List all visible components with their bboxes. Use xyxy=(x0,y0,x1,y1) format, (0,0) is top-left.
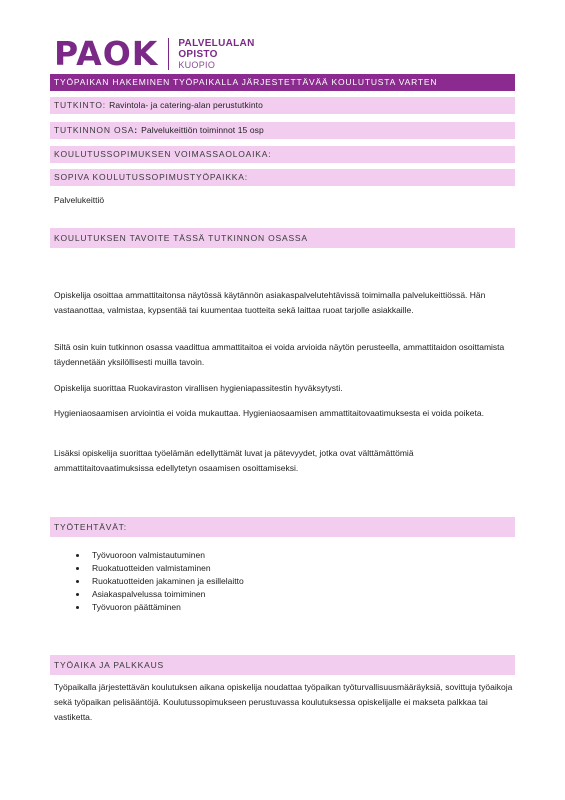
tutkinto-label: TUTKINTO: xyxy=(54,100,106,110)
logo-text xyxy=(178,38,254,71)
tavoite-paragraph-1: Opiskelija osoittaa ammattitaitonsa näytössä käytännön asiakaspalvelutehtävissä toimimalla palvelukeittiössä. Hän vastaanottaa, valmistaa, kypsentää tai kuumentaa tuotteita sekä laittaa ruoat tarjolle asiakkaille. xyxy=(54,290,486,315)
logo-mark: PAOK xyxy=(54,34,159,73)
osa-colon: : xyxy=(134,125,138,135)
tavoite-paragraph-4: Hygieniaosaamisen arviointia ei voida mukauttaa. Hygieniaosaamisen ammattitaitovaatimuksesta ei voida poiketa. xyxy=(54,408,484,418)
logo-line-3: KUOPIO xyxy=(178,59,216,70)
field-tyopaikka: SOPIVA KOULUTUSSOPIMUSTYÖPAIKKA: xyxy=(50,169,515,186)
section-heading-tavoite: KOULUTUKSEN TAVOITE TÄSSÄ TUTKINNON OSASSA xyxy=(50,228,515,248)
tyopaikka-value: Palvelukeittiö xyxy=(54,195,105,205)
field-tutkinto xyxy=(50,97,515,114)
tutkinto-value: Ravintola- ja catering-alan perustutkinto xyxy=(109,100,263,110)
document-title: TYÖPAIKAN HAKEMINEN TYÖPAIKALLA JÄRJESTETTÄVÄÄ KOULUTUSTA VARTEN xyxy=(50,74,515,91)
logo-divider xyxy=(168,38,169,70)
list-item: • Ruokatuotteiden jakaminen ja esillelaitto xyxy=(88,575,244,588)
logo-line-2: OPISTO xyxy=(178,48,218,60)
field-tutkinnon-osa xyxy=(50,122,515,139)
tavoite-paragraph-5: Lisäksi opiskelija suorittaa työelämän edellyttämät luvat ja pätevyydet, jotka ovat välttämättömiä ammattitaitovaatimuksissa edellytetyn osaamisen osoittamiseksi. xyxy=(54,448,414,473)
list-item: • Asiakaspalvelussa toimiminen xyxy=(88,588,244,601)
osa-label: TUTKINNON OSA xyxy=(54,125,135,135)
field-voimassaoloaika: KOULUTUSSOPIMUKSEN VOIMASSAOLOAIKA: xyxy=(50,146,515,163)
list-item: • Ruokatuotteiden valmistaminen xyxy=(88,562,244,575)
list-item: • Työvuoron päättäminen xyxy=(88,601,244,614)
osa-value: Palvelukeittiön toiminnot 15 osp xyxy=(141,125,264,135)
section-heading-tyotehtavat: TYÖTEHTÄVÄT: xyxy=(50,517,515,537)
task-list xyxy=(54,549,244,614)
logo-line-1: PALVELUALAN xyxy=(178,37,255,49)
tavoite-paragraph-3: Opiskelija suorittaa Ruokaviraston virallisen hygieniapassitestin hyväksytysti. xyxy=(54,383,343,393)
section-heading-palkkaus: TYÖAIKA JA PALKKAUS xyxy=(50,655,515,675)
tavoite-paragraph-2: Siltä osin kuin tutkinnon osassa vaadittua ammattitaitoa ei voida arvioida näytön perusteella, ammattitaidon osoittamista täydennetään yksilöllisesti muilla tavoin. xyxy=(54,342,505,367)
organization-logo xyxy=(54,36,255,72)
palkkaus-paragraph: Työpaikalla järjestettävän koulutuksen aikana opiskelija noudattaa työpaikan työturvallisuusmääräyksiä, sovittuja työaikoja sekä työpaikan pelisääntöjä. Koulutussopimukseen perustuvassa koulutuksessa opiskelijalle ei makseta palkkaa tai vastiketta. xyxy=(54,682,513,722)
list-item: • Työvuoroon valmistautuminen xyxy=(88,549,244,562)
